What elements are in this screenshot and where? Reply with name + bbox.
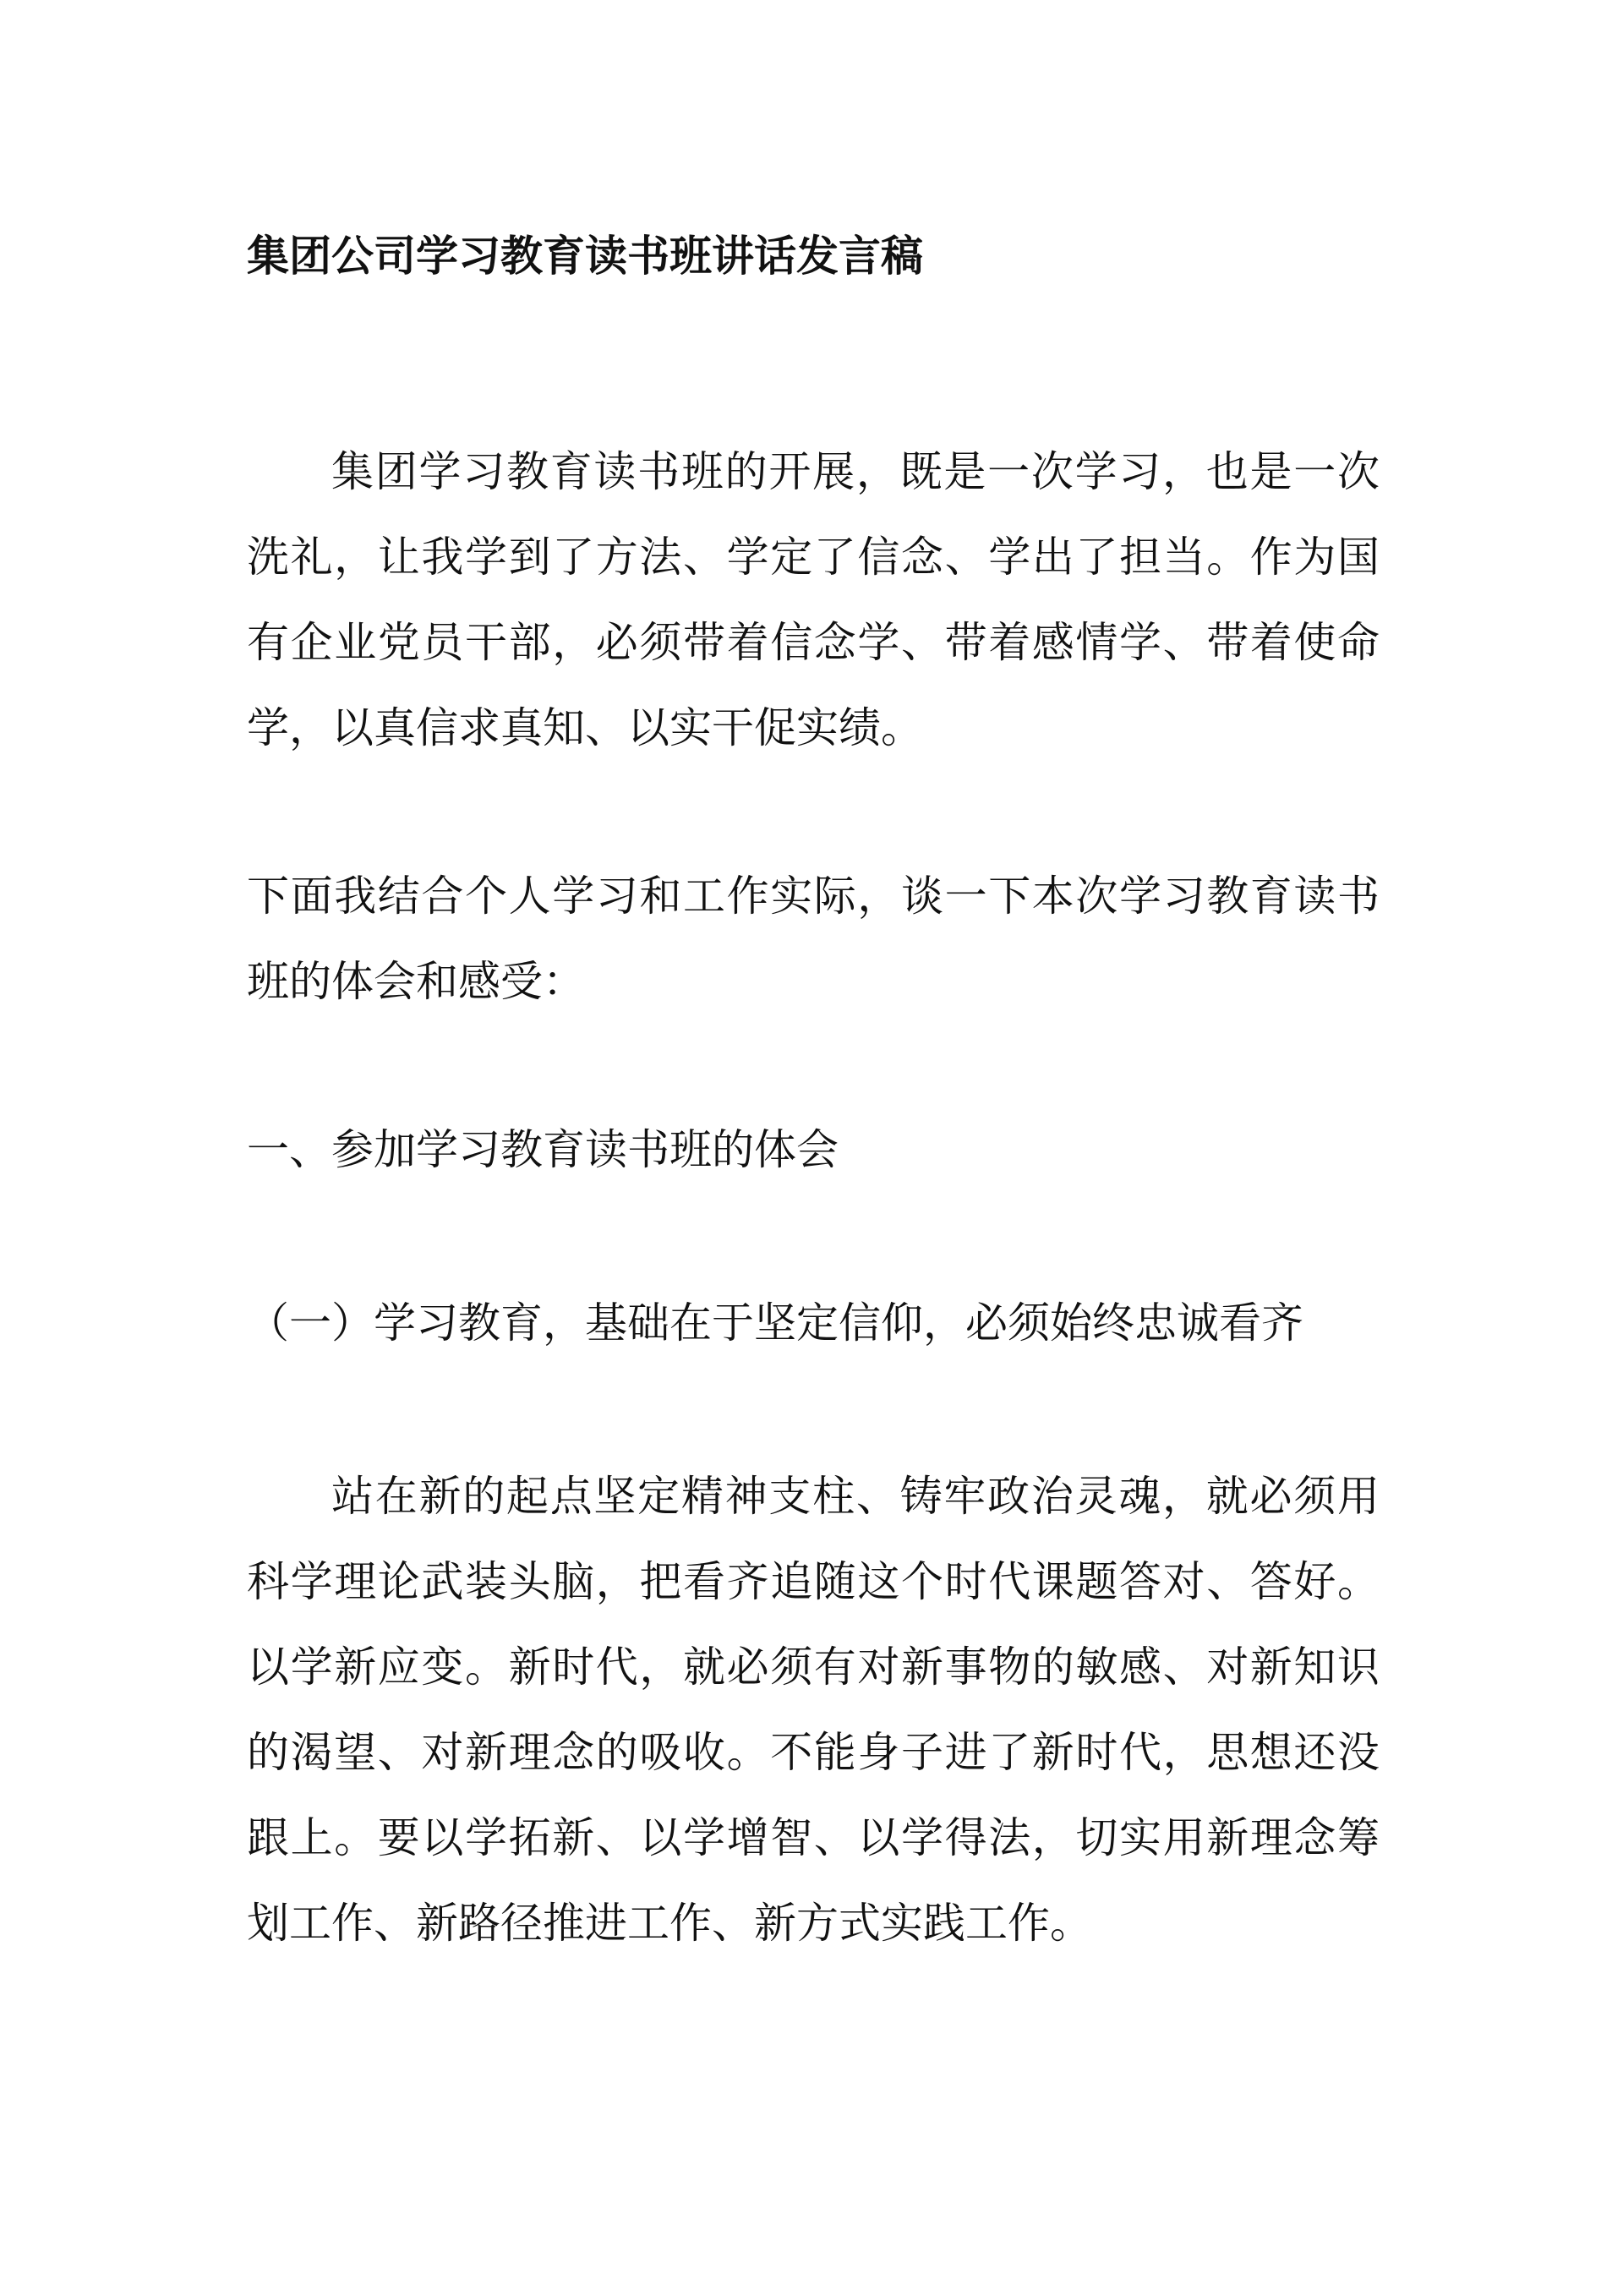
document-title: 集团公司学习教育读书班讲话发言稿 bbox=[247, 232, 923, 281]
subsection-heading-1: （一）学习教育，基础在于坚定信仰，必须始终忠诚看齐 bbox=[247, 1298, 1303, 1348]
paragraph-intro: 集团学习教育读书班的开展，既是一次学习，也是一次洗礼，让我学到了方法、学定了信念、学出了担当。作为国有企业党员干部，必须带着信念学、带着感情学、带着使命学，以真信求真知、以实干促实绩。 bbox=[247, 447, 1380, 752]
paragraph-body-1: 站在新的起点坚定精神支柱、铸牢政治灵魂，就必须用科学理论武装头脑，把看齐追随这个时代课题答对、答好。以学新应变。新时代，就必须有对新事物的敏感、对新知识的渴望、对新理念的吸收。不能身子进了新时代，思想还没跟上。要以学拓新、以学增智、以学得法，切实用新理念筹划工作、新路径推进工作、新方式实践工作。 bbox=[247, 1472, 1380, 1948]
section-heading-1: 一、参加学习教育读书班的体会 bbox=[247, 1125, 839, 1174]
paragraph-transition: 下面我结合个人学习和工作实际，谈一下本次学习教育读书班的体会和感受： bbox=[247, 872, 1380, 1006]
